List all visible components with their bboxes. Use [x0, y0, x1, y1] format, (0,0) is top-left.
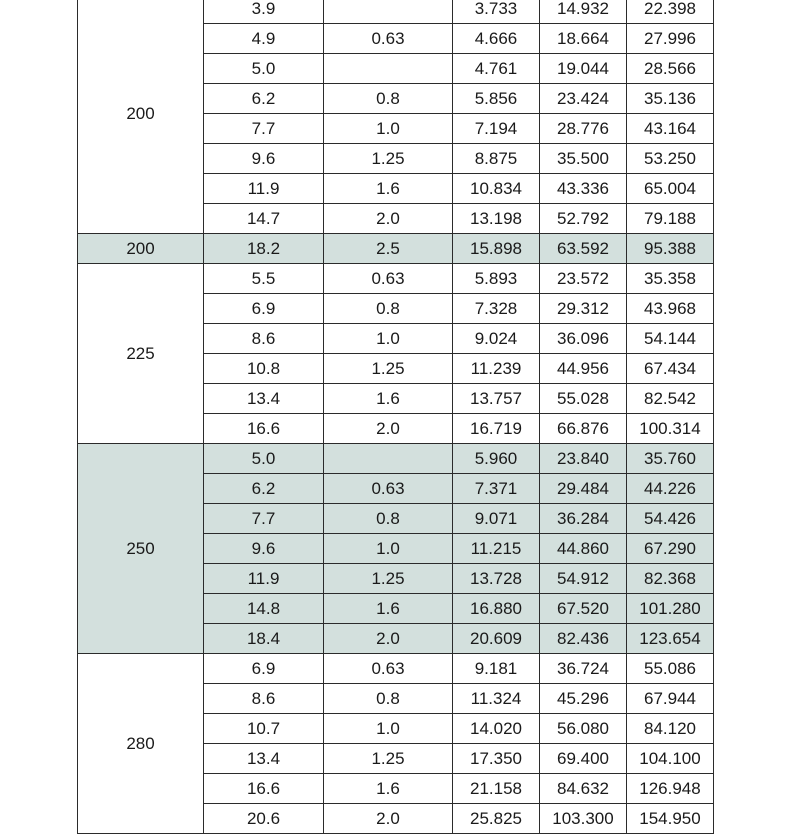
- pressure-rating-cell: 1.6: [324, 594, 453, 624]
- weight-per-meter-cell: 7.328: [453, 294, 540, 324]
- pressure-rating-cell: 1.25: [324, 744, 453, 774]
- pipe-spec-table-body: [78, 0, 714, 834]
- weight-per-meter-cell: 11.215: [453, 534, 540, 564]
- pressure-rating-cell: 1.0: [324, 714, 453, 744]
- wall-thickness-cell: 8.6: [204, 684, 324, 714]
- outer-diameter-cell: 200: [78, 0, 204, 234]
- wall-thickness-cell: 8.6: [204, 324, 324, 354]
- outer-diameter-cell: 280: [78, 654, 204, 834]
- weight-per-meter-cell: 4.666: [453, 24, 540, 54]
- weight-6m-cell: 84.120: [627, 714, 714, 744]
- wall-thickness-cell: 10.8: [204, 354, 324, 384]
- pressure-rating-cell: 0.8: [324, 294, 453, 324]
- weight-per-meter-cell: 9.024: [453, 324, 540, 354]
- table-row: [78, 264, 714, 294]
- weight-per-meter-cell: 9.071: [453, 504, 540, 534]
- weight-per-meter-cell: 13.757: [453, 384, 540, 414]
- pressure-rating-cell: 0.63: [324, 654, 453, 684]
- weight-4m-cell: 29.312: [540, 294, 627, 324]
- pressure-rating-cell: 1.0: [324, 324, 453, 354]
- weight-6m-cell: 35.358: [627, 264, 714, 294]
- outer-diameter-cell: 225: [78, 264, 204, 444]
- weight-4m-cell: 44.956: [540, 354, 627, 384]
- weight-4m-cell: 43.336: [540, 174, 627, 204]
- weight-6m-cell: 101.280: [627, 594, 714, 624]
- weight-4m-cell: 55.028: [540, 384, 627, 414]
- weight-4m-cell: 36.096: [540, 324, 627, 354]
- weight-6m-cell: 28.566: [627, 54, 714, 84]
- wall-thickness-cell: 14.8: [204, 594, 324, 624]
- weight-4m-cell: 19.044: [540, 54, 627, 84]
- weight-4m-cell: 56.080: [540, 714, 627, 744]
- weight-4m-cell: 69.400: [540, 744, 627, 774]
- wall-thickness-cell: 16.6: [204, 774, 324, 804]
- weight-per-meter-cell: 7.194: [453, 114, 540, 144]
- wall-thickness-cell: 16.6: [204, 414, 324, 444]
- wall-thickness-cell: 6.2: [204, 474, 324, 504]
- table-row: [78, 444, 714, 474]
- pressure-rating-cell: 0.8: [324, 504, 453, 534]
- wall-thickness-cell: 9.6: [204, 534, 324, 564]
- wall-thickness-cell: 6.9: [204, 654, 324, 684]
- weight-4m-cell: 23.572: [540, 264, 627, 294]
- weight-6m-cell: 126.948: [627, 774, 714, 804]
- weight-6m-cell: 79.188: [627, 204, 714, 234]
- pressure-rating-cell: 0.63: [324, 24, 453, 54]
- weight-6m-cell: 123.654: [627, 624, 714, 654]
- weight-6m-cell: 53.250: [627, 144, 714, 174]
- pressure-rating-cell: [324, 0, 453, 24]
- pressure-rating-cell: 1.25: [324, 144, 453, 174]
- wall-thickness-cell: 13.4: [204, 744, 324, 774]
- wall-thickness-cell: 10.7: [204, 714, 324, 744]
- weight-6m-cell: 65.004: [627, 174, 714, 204]
- pressure-rating-cell: 1.6: [324, 774, 453, 804]
- weight-4m-cell: 23.840: [540, 444, 627, 474]
- weight-per-meter-cell: 5.960: [453, 444, 540, 474]
- weight-6m-cell: 27.996: [627, 24, 714, 54]
- pressure-rating-cell: 0.63: [324, 264, 453, 294]
- wall-thickness-cell: 7.7: [204, 504, 324, 534]
- pressure-rating-cell: 1.25: [324, 354, 453, 384]
- weight-6m-cell: 43.968: [627, 294, 714, 324]
- pressure-rating-cell: 2.0: [324, 204, 453, 234]
- weight-4m-cell: 36.724: [540, 654, 627, 684]
- weight-6m-cell: 35.136: [627, 84, 714, 114]
- wall-thickness-cell: 18.4: [204, 624, 324, 654]
- weight-6m-cell: 43.164: [627, 114, 714, 144]
- table-row: [78, 234, 714, 264]
- pressure-rating-cell: 1.0: [324, 114, 453, 144]
- weight-4m-cell: 66.876: [540, 414, 627, 444]
- weight-per-meter-cell: 5.893: [453, 264, 540, 294]
- wall-thickness-cell: 11.9: [204, 174, 324, 204]
- pressure-rating-cell: [324, 444, 453, 474]
- weight-6m-cell: 54.426: [627, 504, 714, 534]
- pressure-rating-cell: 0.8: [324, 84, 453, 114]
- weight-4m-cell: 82.436: [540, 624, 627, 654]
- pressure-rating-cell: 1.6: [324, 174, 453, 204]
- weight-per-meter-cell: 3.733: [453, 0, 540, 24]
- wall-thickness-cell: 11.9: [204, 564, 324, 594]
- weight-4m-cell: 35.500: [540, 144, 627, 174]
- weight-6m-cell: 22.398: [627, 0, 714, 24]
- pressure-rating-cell: 0.63: [324, 474, 453, 504]
- weight-4m-cell: 103.300: [540, 804, 627, 834]
- weight-per-meter-cell: 14.020: [453, 714, 540, 744]
- outer-diameter-cell: 200: [78, 234, 204, 264]
- weight-6m-cell: 67.290: [627, 534, 714, 564]
- wall-thickness-cell: 3.9: [204, 0, 324, 24]
- weight-per-meter-cell: 16.719: [453, 414, 540, 444]
- weight-6m-cell: 104.100: [627, 744, 714, 774]
- weight-6m-cell: 67.434: [627, 354, 714, 384]
- weight-4m-cell: 18.664: [540, 24, 627, 54]
- weight-6m-cell: 44.226: [627, 474, 714, 504]
- weight-per-meter-cell: 5.856: [453, 84, 540, 114]
- weight-4m-cell: 84.632: [540, 774, 627, 804]
- weight-per-meter-cell: 11.324: [453, 684, 540, 714]
- weight-4m-cell: 28.776: [540, 114, 627, 144]
- wall-thickness-cell: 4.9: [204, 24, 324, 54]
- pressure-rating-cell: 1.25: [324, 564, 453, 594]
- weight-4m-cell: 54.912: [540, 564, 627, 594]
- weight-per-meter-cell: 13.198: [453, 204, 540, 234]
- pressure-rating-cell: [324, 54, 453, 84]
- weight-6m-cell: 100.314: [627, 414, 714, 444]
- weight-per-meter-cell: 10.834: [453, 174, 540, 204]
- weight-per-meter-cell: 9.181: [453, 654, 540, 684]
- weight-per-meter-cell: 20.609: [453, 624, 540, 654]
- wall-thickness-cell: 9.6: [204, 144, 324, 174]
- weight-4m-cell: 36.284: [540, 504, 627, 534]
- weight-per-meter-cell: 17.350: [453, 744, 540, 774]
- weight-6m-cell: 82.542: [627, 384, 714, 414]
- pressure-rating-cell: 2.0: [324, 804, 453, 834]
- table-row: [78, 654, 714, 684]
- wall-thickness-cell: 13.4: [204, 384, 324, 414]
- wall-thickness-cell: 5.0: [204, 54, 324, 84]
- wall-thickness-cell: 6.9: [204, 294, 324, 324]
- wall-thickness-cell: 7.7: [204, 114, 324, 144]
- pressure-rating-cell: 2.5: [324, 234, 453, 264]
- weight-per-meter-cell: 15.898: [453, 234, 540, 264]
- pressure-rating-cell: 2.0: [324, 414, 453, 444]
- weight-4m-cell: 45.296: [540, 684, 627, 714]
- wall-thickness-cell: 5.5: [204, 264, 324, 294]
- weight-per-meter-cell: 8.875: [453, 144, 540, 174]
- weight-per-meter-cell: 16.880: [453, 594, 540, 624]
- weight-4m-cell: 29.484: [540, 474, 627, 504]
- weight-4m-cell: 63.592: [540, 234, 627, 264]
- weight-4m-cell: 23.424: [540, 84, 627, 114]
- weight-per-meter-cell: 7.371: [453, 474, 540, 504]
- wall-thickness-cell: 18.2: [204, 234, 324, 264]
- weight-6m-cell: 67.944: [627, 684, 714, 714]
- weight-6m-cell: 54.144: [627, 324, 714, 354]
- wall-thickness-cell: 6.2: [204, 84, 324, 114]
- pressure-rating-cell: 1.6: [324, 384, 453, 414]
- weight-per-meter-cell: 13.728: [453, 564, 540, 594]
- wall-thickness-cell: 20.6: [204, 804, 324, 834]
- weight-6m-cell: 82.368: [627, 564, 714, 594]
- pressure-rating-cell: 0.8: [324, 684, 453, 714]
- wall-thickness-cell: 14.7: [204, 204, 324, 234]
- table-row: [78, 0, 714, 24]
- wall-thickness-cell: 5.0: [204, 444, 324, 474]
- weight-6m-cell: 55.086: [627, 654, 714, 684]
- pipe-spec-table: [77, 0, 714, 834]
- weight-4m-cell: 14.932: [540, 0, 627, 24]
- weight-per-meter-cell: 4.761: [453, 54, 540, 84]
- pressure-rating-cell: 2.0: [324, 624, 453, 654]
- weight-4m-cell: 44.860: [540, 534, 627, 564]
- weight-per-meter-cell: 21.158: [453, 774, 540, 804]
- weight-6m-cell: 154.950: [627, 804, 714, 834]
- weight-per-meter-cell: 11.239: [453, 354, 540, 384]
- weight-6m-cell: 95.388: [627, 234, 714, 264]
- weight-4m-cell: 67.520: [540, 594, 627, 624]
- weight-per-meter-cell: 25.825: [453, 804, 540, 834]
- weight-4m-cell: 52.792: [540, 204, 627, 234]
- weight-6m-cell: 35.760: [627, 444, 714, 474]
- pressure-rating-cell: 1.0: [324, 534, 453, 564]
- outer-diameter-cell: 250: [78, 444, 204, 654]
